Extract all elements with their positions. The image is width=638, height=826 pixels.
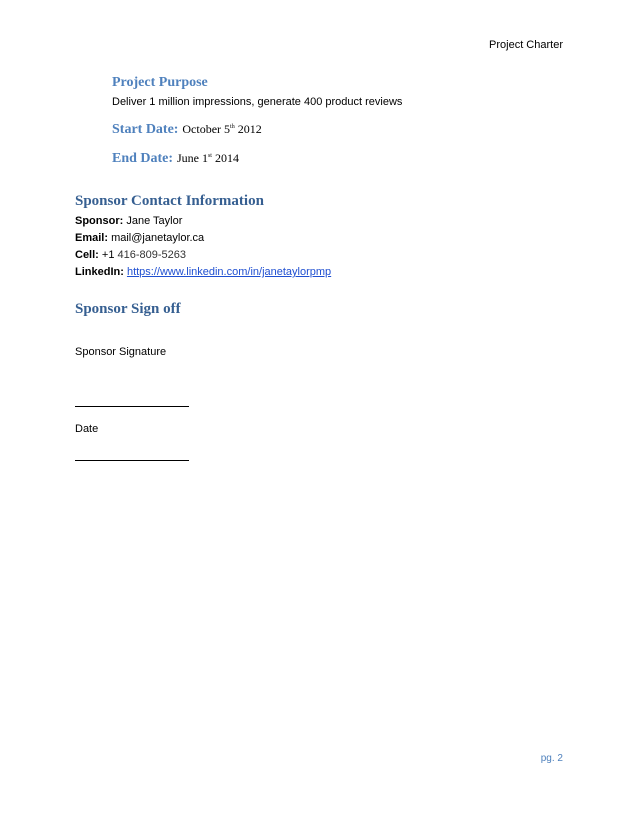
sponsor-contact-heading: Sponsor Contact Information bbox=[75, 193, 264, 209]
sponsor-email-line bbox=[75, 232, 204, 244]
linkedin-link[interactable]: https://www.linkedin.com/in/janetaylorpmp bbox=[126, 266, 332, 278]
email-label: Email: bbox=[75, 232, 109, 244]
sponsor-signature-label: Sponsor Signature bbox=[75, 346, 167, 358]
cell-value: 416-809-5263 bbox=[117, 249, 187, 261]
sponsor-name-line bbox=[75, 215, 182, 227]
page-number: pg. 2 bbox=[540, 753, 563, 764]
sponsor-label: Sponsor: bbox=[75, 215, 124, 227]
end-date-row bbox=[112, 149, 239, 167]
end-date-label: End Date: bbox=[112, 151, 174, 166]
cell-label: Cell: bbox=[75, 249, 99, 261]
sponsor-cell-line: Cell: +1 416-809-5263 bbox=[75, 249, 187, 261]
project-purpose-text: Deliver 1 million impressions, generate 400 product reviews bbox=[112, 96, 403, 108]
sponsor-signoff-heading: Sponsor Sign off bbox=[75, 301, 181, 317]
end-date-value: June 1st 2014 bbox=[176, 151, 239, 165]
project-purpose-heading: Project Purpose bbox=[112, 75, 208, 90]
start-date-value: October 5th 2012 bbox=[182, 122, 262, 136]
signature-line bbox=[75, 406, 189, 407]
document-header-title: Project Charter bbox=[489, 39, 563, 51]
start-date-label: Start Date: bbox=[112, 122, 179, 137]
sponsor-value: Jane Taylor bbox=[123, 215, 183, 227]
start-date-row bbox=[112, 120, 262, 138]
sponsor-linkedin-line bbox=[75, 266, 331, 278]
date-line bbox=[75, 460, 189, 461]
linkedin-label: LinkedIn: bbox=[75, 266, 124, 278]
date-label: Date bbox=[75, 423, 99, 435]
email-value[interactable]: mail@janetaylor.ca bbox=[108, 232, 205, 244]
